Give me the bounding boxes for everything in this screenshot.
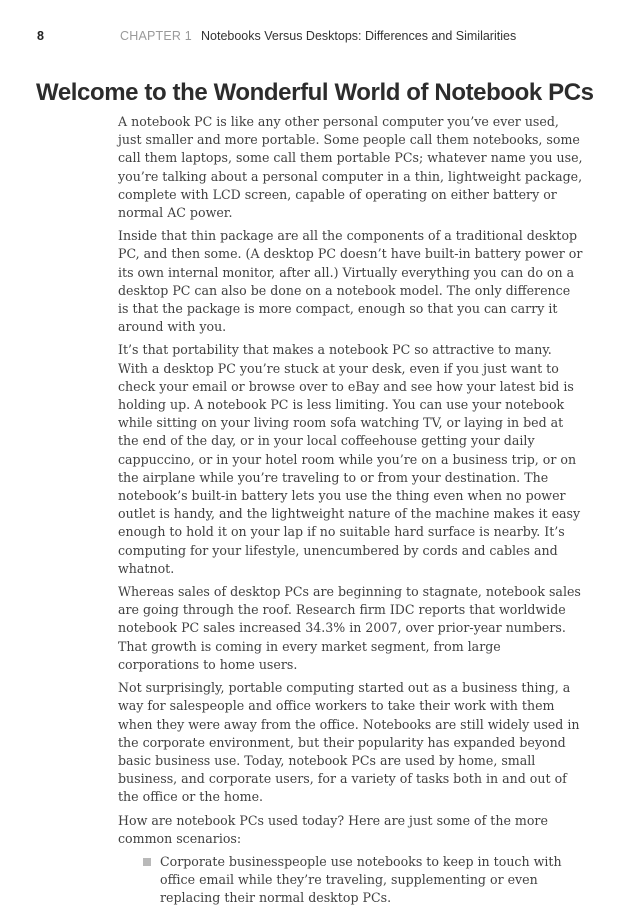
chapter-label: CHAPTER 1 [120, 29, 192, 43]
running-header [37, 27, 601, 45]
paragraph: Not surprisingly, portable computing started out as a business thing, a way for salespeople and office workers to take their work with them when they were away from the office. Notebooks are still widely used in the corporate environment, but their popularity has expanded beyond basic business use. Today, notebook PCs are used by home, small business, and corporate users, for a variety of tasks both in and out of the office or the home. [118, 680, 580, 805]
square-bullet-icon [143, 858, 151, 866]
page-number: 8 [37, 29, 44, 43]
list-item-text: Corporate businesspeople use notebooks to keep in touch with office email while they’re traveling, supplementing or even replacing their normal desktop PCs. [160, 853, 562, 906]
bullet-list [118, 853, 583, 908]
chapter-title: Notebooks Versus Desktops: Differences and Similarities [201, 29, 517, 43]
paragraph: Whereas sales of desktop PCs are beginning to stagnate, notebook sales are going through the roof. Research firm IDC reports that worldwide notebook PC sales increased 34.3% in 2007, over prior-year numbers. That growth is coming in every market segment, from large corporations to home users. [118, 584, 581, 672]
list-item [143, 853, 583, 908]
paragraph: How are notebook PCs used today? Here are just some of the more common scenarios: [118, 812, 548, 846]
paragraph: A notebook PC is like any other personal computer you’ve ever used, just smaller and more portable. Some people call them notebooks, some call them laptops, some call them portable PCs; whatever name you use, you’re talking about a personal computer in a thin, lightweight package, complete with LCD screen, capable of operating on either battery or normal AC power. [118, 114, 583, 221]
paragraph: It’s that portability that makes a notebook PC so attractive to many. With a desktop PC you’re stuck at your desk, even if you just want to check your email or browse over to eBay and see how your latest bid is holding up. A notebook PC is less limiting. You can use your notebook while sitting on your living room sofa watching TV, or laying in bed at the end of the day, or in your local coffeehouse getting your daily cappuccino, or in your hotel room while you’re on a business trip, or on the airplane while you’re traveling to or from your destination. The notebook’s built-in battery lets you use the thing even when no power outlet is handy, and the lightweight nature of the machine makes it easy enough to hold it on your lap if no suitable hard surface is nearby. It’s computing for your lifestyle, unencumbered by cords and cables and whatnot. [118, 342, 581, 576]
section-heading: Welcome to the Wonderful World of Notebook PCs [36, 79, 594, 106]
body-text [118, 113, 583, 908]
paragraph: Inside that thin package are all the components of a traditional desktop PC, and then some. (A desktop PC doesn’t have built-in battery power or its own internal monitor, after all.) Virtually everything you can do on a desktop PC can also be done on a notebook model. The only difference is that the package is more compact, enough so that you can carry it around with you. [118, 228, 583, 335]
